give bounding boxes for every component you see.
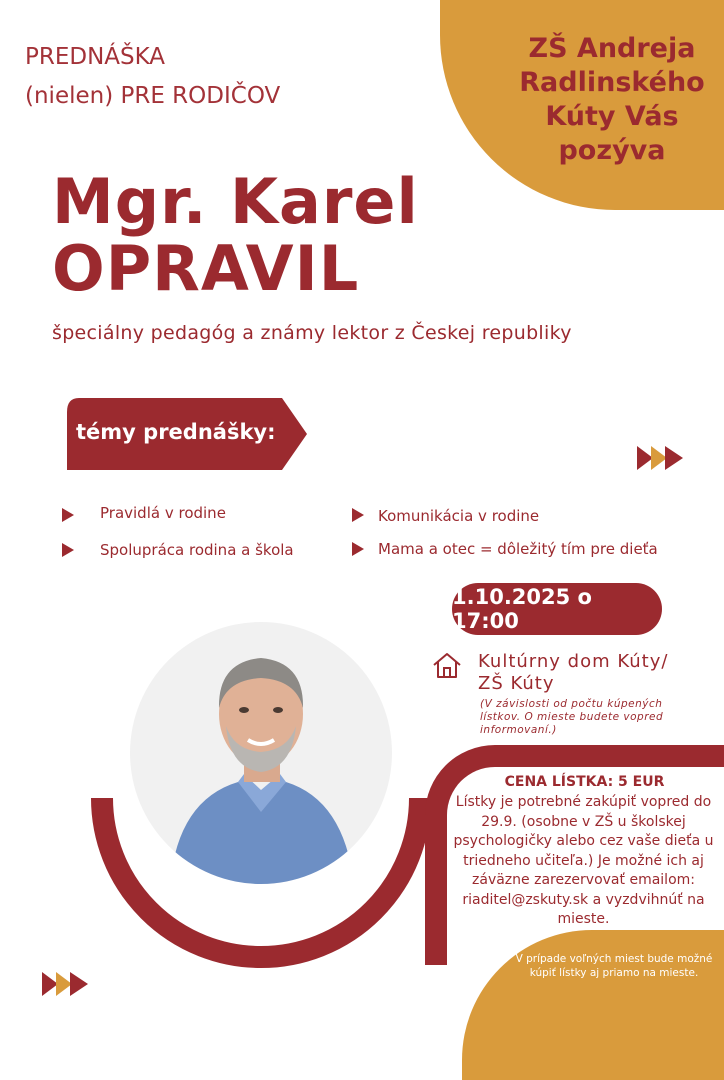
house-icon [432,652,462,678]
arrow-bullet-icon [352,542,364,556]
speaker-name [52,165,419,305]
bottom-note: V prípade voľných miest bude možné kúpiť lístky aj priamo na mieste. [515,953,713,979]
topic-item: Komunikácia v rodine [378,507,540,525]
venue-line: Kultúrny dom Kúty/ [478,651,669,672]
venue [478,651,668,695]
school-invite [512,32,712,168]
venue-line: ZŠ Kúty [478,673,555,694]
kicker-line: (nielen) PRE RODIČOV [25,83,281,109]
topic-item: Spolupráca rodina a škola [100,541,294,559]
price-title: CENA LÍSTKA: 5 EUR [504,774,665,790]
price-text: Lístky je potrebné zakúpiť vopred do 29.9. (osobne v ZŠ u školskej psychologičky alebo cez vaše dieťa u triedneho učiteľa.) Je možné ich aj záväzne zarezervovať emailom: riaditel@zskuty.sk a vyzdvihnúť na mieste. [453,794,714,927]
school-line: pozýva [558,135,666,166]
speaker-subtitle: špeciálny pedagóg a známy lektor z Českej republiky [52,322,572,344]
speaker-name-line2: OPRAVIL [52,232,360,305]
triple-chevron-icon [42,971,94,997]
triple-chevron-icon [637,445,689,471]
event-datetime: 1.10.2025 o 17:00 [452,583,662,635]
speaker-name-line1: Mgr. Karel [52,165,419,238]
kicker-line: PREDNÁŠKA [25,44,166,70]
venue-note: (V závislosti od počtu kúpených lístkov. O mieste budete vopred informovaní.) [480,698,664,736]
school-line: ZŠ Andreja [528,33,696,64]
arrow-bullet-icon [352,508,364,522]
school-line: Radlinského [519,67,705,98]
school-line: Kúty Vás [545,101,679,132]
topics-heading: témy prednášky: [76,420,276,444]
topic-item: Mama a otec = dôležitý tím pre dieťa [378,540,658,558]
event-kicker [25,38,280,116]
arrow-bullet-icon [62,543,74,557]
speaker-photo [130,622,392,884]
arrow-bullet-icon [62,508,74,522]
topic-item: Pravidlá v rodine [100,504,226,522]
